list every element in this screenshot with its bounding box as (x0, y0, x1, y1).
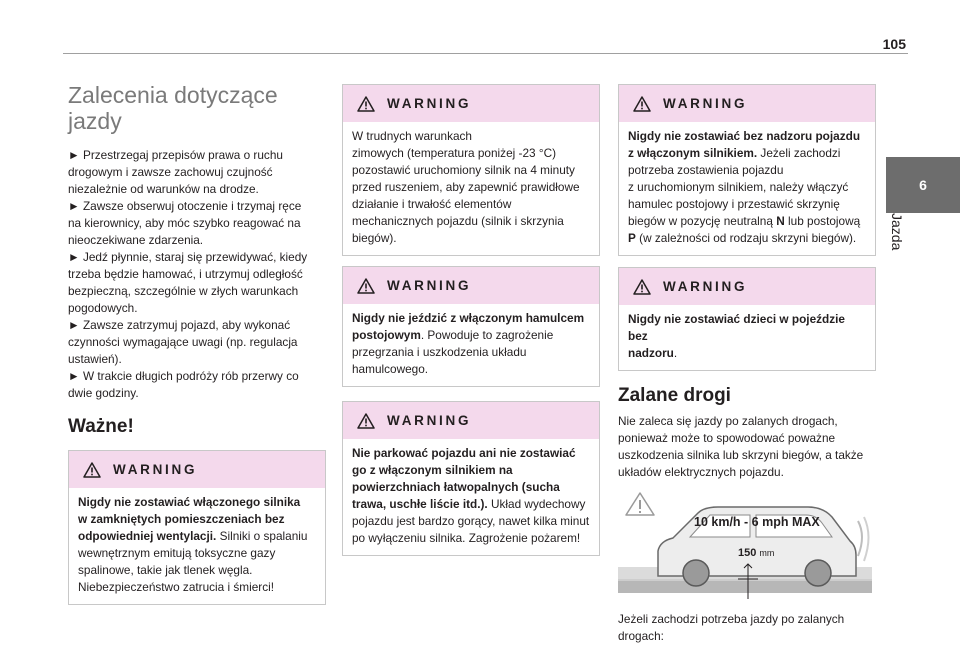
chapter-label-container (886, 213, 921, 285)
flooded-road-car-illustration (618, 491, 872, 601)
warning-triangle-icon (633, 96, 651, 112)
warning-box-parking-brake (342, 266, 600, 387)
list-item: ► W trakcie długich podróży rób przerwy co dwie godziny. (68, 369, 299, 400)
water-depth-label: 150 mm (738, 547, 775, 559)
chapter-tab[interactable]: 6 (886, 157, 960, 213)
warning-header (619, 268, 875, 305)
column-warnings (342, 84, 600, 556)
speed-limit-label: 10 km/h - 6 mph MAX (694, 515, 820, 529)
warning-triangle-icon (357, 413, 375, 429)
flood-illustration (618, 491, 872, 601)
warning-triangle-icon (633, 279, 651, 295)
warning-box-winter (342, 84, 600, 256)
after-figure-paragraph: Jeżeli zachodzi potrzeba jazdy po zalanych drogach: (618, 612, 845, 643)
list-item: ► Zawsze obserwuj otoczenie i trzymaj ręce na kierownicy, aby móc szybko reagować na nieoczekiwane zdarzenia. (68, 199, 302, 247)
warning-triangle-icon (357, 278, 375, 294)
warning-text: Nigdy nie jeździć z włączonym hamulcem postojowym. Powoduje to zagrożenie przegrzania i uszkodzenia układu hamulcowego. (352, 311, 585, 376)
column-driving-tips (68, 80, 326, 605)
warning-triangle-icon (357, 96, 375, 112)
warning-label: WARNING (387, 278, 472, 293)
driving-tips-list (68, 147, 326, 402)
list-item: ► Przestrzegaj przepisów prawa o ruchu drogowym i zawsze zachowuj czujność niezależnie od warunków na drodze. (68, 148, 283, 196)
warning-box-ventilation (68, 450, 326, 605)
warning-header (343, 267, 599, 304)
warning-box-unattended-vehicle (618, 84, 876, 256)
warning-box-flammable (342, 401, 600, 556)
warning-header (343, 85, 599, 122)
warning-text: Nie parkować pojazdu ani nie zostawiać go z włączonym silnikiem na powierzchniach łatwopalnych (sucha trawa, uschłe liście itd.). Układ wydechowy pojazdu jest bardzo gorący, nawet kilka minut po wyłączeniu silnika. Zagrożenie pożarem! (352, 446, 590, 545)
warning-header (619, 85, 875, 122)
warning-label: WARNING (387, 413, 472, 428)
list-item: ► Zawsze zatrzymuj pojazd, aby wykonać czynności wymagające uwagi (np. regulacja ustawień). (68, 318, 298, 366)
warning-label: WARNING (663, 96, 748, 111)
warning-box-children (618, 267, 876, 371)
section-title-driving-tips: Zalecenia dotyczące jazdy (68, 82, 278, 134)
warning-text: Nigdy nie zostawiać dzieci w pojeździe bez nadzoru. (628, 312, 845, 360)
list-item: ► Jedź płynnie, staraj się przewidywać, kiedy trzeba będzie hamować, i utrzymuj odległość bezpieczną, szczególnie w złych warunkach pogodowych. (68, 250, 308, 315)
flood-section-title: Zalane drogi (618, 385, 731, 406)
warning-text: Nigdy nie zostawiać bez nadzoru pojazdu z włączonym silnikiem. Jeżeli zachodzi potrzeba zostawienia pojazdu z uruchomionym silnikiem, należy włączyć hamulec postojowy i przestawić skrzynię biegów w pozycję neutralną N lub postojową P (w zależności od rodzaju skrzyni biegów). (628, 129, 861, 245)
warning-label: WARNING (387, 96, 472, 111)
warning-header (343, 402, 599, 439)
warning-text: W trudnych warunkach zimowych (temperatura poniżej -23 °C) pozostawić uruchomiony silnik na 4 minuty przed ruszeniem, aby zapewnić prawidłowe działanie i trwałość elementów mechanicznych pojazdu (silnik i skrzynia biegów). (352, 129, 580, 245)
flood-paragraph: Nie zaleca się jazdy po zalanych drogach, ponieważ może to spowodować poważne uszkodzenia silnika lub skrzyni biegów, a także układów elektrycznych pojazdu. (618, 414, 864, 479)
warning-label: WARNING (113, 462, 198, 477)
important-title: Ważne! (68, 416, 134, 437)
warning-label: WARNING (663, 279, 748, 294)
warning-header (69, 451, 325, 488)
page-number: 105 (882, 36, 906, 52)
warning-triangle-icon (83, 462, 101, 478)
column-warnings-flood (618, 84, 876, 645)
chapter-label: Jazda (889, 213, 905, 251)
warning-text: Nigdy nie zostawiać włączonego silnika w zamkniętych pomieszczeniach bez odpowiedniej wentylacji. Silniki o spalaniu wewnętrznym emitują toksyczne gazy spalinowe, takie jak tlenek węgla. Niebezpieczeństwo zatrucia i śmierci! (78, 495, 308, 594)
header-divider (63, 53, 908, 54)
